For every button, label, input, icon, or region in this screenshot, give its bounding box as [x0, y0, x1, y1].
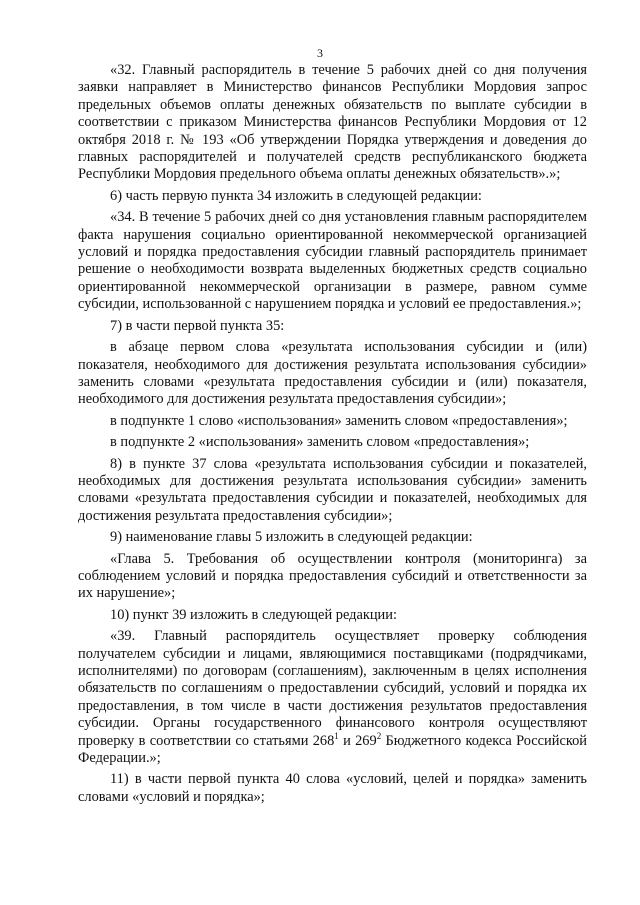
paragraph-39 [78, 628, 587, 767]
amendment-item-6: 6) часть первую пункта 34 изложить в следующей редакции: [110, 187, 482, 204]
amendment-item-7-first-abzac: в абзаце первом слова «результата использования субсидии и (или) показателя, необходимого для достижения результата использования субсидии» заменить словами «результата предоставления субсидии и (или) показателя, необходимого для достижения результата предоставления субсидии»; [78, 339, 587, 408]
amendment-item-8: 8) в пункте 37 слова «результата использования субсидии и показателей, необходимых для достижения результата использования субсидии» заменить словами «результата предоставления субсидии и показателей, необходимых для достижения результата предоставления субсидии»; [78, 455, 587, 524]
amendment-item-11: 11) в части первой пункта 40 слова «условий, целей и порядка» заменить словами «условий и порядка»; [78, 771, 587, 805]
amendment-item-9: 9) наименование главы 5 изложить в следующей редакции: [110, 529, 473, 546]
amendment-item-10: 10) пункт 39 изложить в следующей редакции: [110, 606, 397, 623]
paragraph-39-text-mid: и 269 [338, 732, 377, 749]
article-269-superscript: 2 [376, 730, 382, 741]
document-body [78, 62, 587, 810]
page-number: 3 [317, 46, 323, 60]
amendment-item-7-subitem-1: в подпункте 1 слово «использования» заменить словом «предоставления»; [110, 412, 568, 429]
amendment-item-7-subitem-2: в подпункте 2 «использования» заменить словом «предоставления»; [110, 434, 530, 451]
paragraph-34: «34. В течение 5 рабочих дней со дня установления главным распорядителем факта нарушения социально ориентированной некоммерческой организацией условий и порядка предоставления субсидии главный распорядитель принимает решение о необходимости возврата выделенных бюджетных средств социально ориентированной некоммерческой организации в размере, равном сумме субсидии, использованной с нарушением порядка и условий ее предоставления.»; [78, 209, 587, 313]
amendment-item-7: 7) в части первой пункта 35: [110, 317, 285, 334]
paragraph-39-text-after: Бюджетного кодекса Российской Федерации.»; [78, 732, 588, 767]
article-268-superscript: 1 [334, 730, 339, 741]
paragraph-39-text-before: «39. Главный распорядитель осуществляет проверку соблюдения получателем субсидии и лицами, являющимися поставщиками (подрядчиками, исполнителями) по договорам (соглашениям), заключенным в целях исполнения обязательств по соглашениям о предоставлении субсидий, условий и порядка их предоставления, в том числе в части достижения результатов предоставления субсидии. Органы государственного финансового контроля осуществляют проверку в соответствии со статьями 268 [78, 628, 587, 749]
paragraph-32: «32. Главный распорядитель в течение 5 рабочих дней со дня получения заявки направляет в Министерство финансов Республики Мордовия запрос предельных объемов оплаты денежных обязательств по выплате субсидии в соответствии с приказом Министерства финансов Республики Мордовия от 12 октября 2018 г. № 193 «Об утверждении Порядка утверждения и доведения до главных распорядителей и получателей средств республиканского бюджета Республики Мордовия предельного объема оплаты денежных обязательств».»; [78, 62, 587, 183]
chapter-5-title: «Глава 5. Требования об осуществлении контроля (мониторинга) за соблюдением условий и порядка предоставления субсидий и ответственности за их нарушение»; [78, 550, 587, 602]
